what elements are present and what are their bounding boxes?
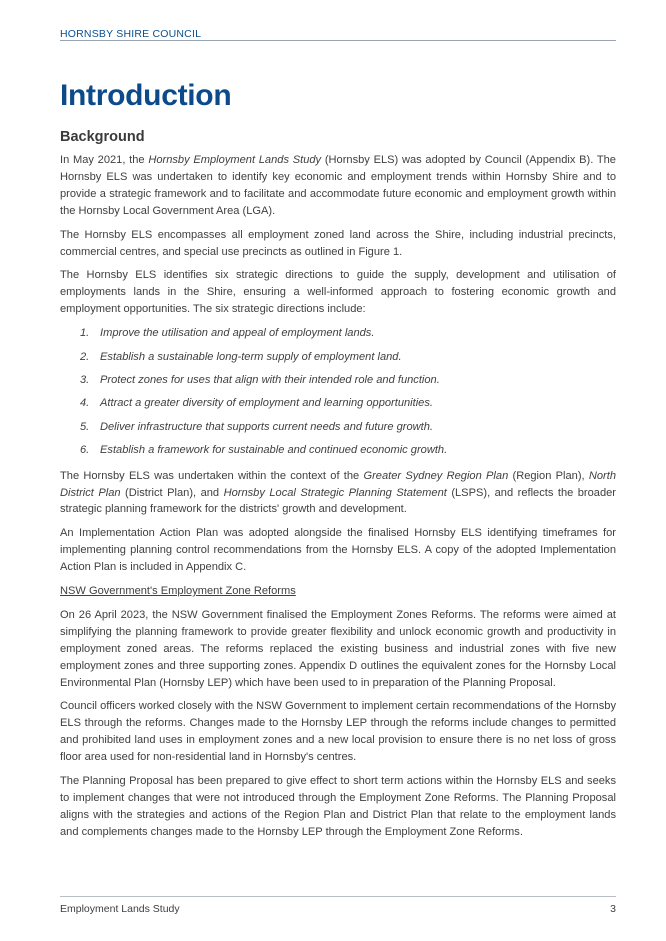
p1-study-title: Hornsby Employment Lands Study <box>148 154 322 166</box>
appendix-c-reference[interactable]: Appendix C. <box>185 561 247 574</box>
p4-text-e: (District Plan), and <box>120 486 224 499</box>
list-item <box>60 325 616 342</box>
background-heading: Background <box>60 129 145 145</box>
p4-text-a: The Hornsby ELS was undertaken within the context of the <box>60 469 364 482</box>
footer-document-name: Employment Lands Study <box>60 903 180 915</box>
paragraph-1 <box>60 152 616 220</box>
list-item-text: Establish a framework for sustainable and continued economic growth. <box>100 444 448 457</box>
list-item-number: 4. <box>80 397 90 410</box>
list-item-text: Establish a sustainable long-term supply of employment land. <box>100 350 402 363</box>
paragraph-4 <box>60 468 616 519</box>
list-item-number: 2. <box>80 350 90 363</box>
appendix-d-reference[interactable]: Appendix D <box>299 659 358 672</box>
paragraph-2: The Hornsby ELS encompasses all employment zoned land across the Shire, including industrial precincts, commercial centres, and special use precincts as outlined in Figure 1. <box>60 228 616 258</box>
organisation-name: HORNSBY SHIRE COUNCIL <box>60 28 202 40</box>
list-item-text: Attract a greater diversity of employment and learning opportunities. <box>100 397 433 410</box>
list-item <box>60 349 616 366</box>
strategic-directions-list <box>60 325 616 459</box>
page-header <box>60 24 616 41</box>
paragraph-3: The Hornsby ELS identifies six strategic directions to guide the supply, development and utilisation of employments lands in the Shire, ensuring a well-informed approach to fostering economic growth and employment opportunities. The six strategic directions include: <box>60 269 616 316</box>
list-item-number: 1. <box>80 327 90 340</box>
p1-text-e: . The Hornsby ELS was undertaken to identify key economic and employment trends within Hornsby Shire and to provide a strategic framework and to facilitate and accommodate future economic and employment growth within the Hornsby Local Government Area (LGA). <box>60 154 616 217</box>
list-item-number: 5. <box>80 420 90 433</box>
appendix-b-reference[interactable]: (Appendix B) <box>525 154 591 166</box>
page-footer <box>60 896 616 921</box>
list-item-text: Protect zones for uses that align with their intended role and function. <box>100 373 440 386</box>
p4-text-c: (Region Plan), <box>508 469 589 482</box>
p4-text-g: (LSPS), and reflects the broader strategic planning framework for the districts' growth and development. <box>60 486 616 516</box>
zone-reforms-subheading <box>60 583 616 600</box>
list-item <box>60 442 616 459</box>
list-item-text: Deliver infrastructure that supports current needs and future growth. <box>100 420 433 433</box>
list-item <box>60 395 616 412</box>
paragraph-7: Council officers worked closely with the NSW Government to implement certain recommendations of the Hornsby ELS through the reforms. Changes made to the Hornsby LEP through the reforms include changes to permitted and prohibited land uses in employment zones and a new local provision to ensure there is no net loss of gross floor area used for non-residential land in Hornsby's centres. <box>60 700 616 764</box>
lsps-title: Hornsby Local Strategic Planning Statement <box>223 486 447 499</box>
region-plan-title: Greater Sydney Region Plan <box>363 469 509 482</box>
list-item <box>60 419 616 436</box>
p1-text-a: In May 2021, the <box>60 154 149 166</box>
p6-text-c: outlines the equivalent zones for the Hornsby Local Environmental Plan (Hornsby LEP) which have been used to in preparation of the Planning Proposal. <box>60 659 616 689</box>
page-number: 3 <box>610 903 616 915</box>
list-item <box>60 372 616 389</box>
p6-text-a: On 26 April 2023, the NSW Government finalised the Employment Zones Reforms. The reforms were aimed at simplifying the planning framework to provide greater flexibility and unlock economic growth and productivity in employment zoned areas. The reforms replaced the existing business and industrial zones with five new employment zones and three supporting zones. <box>60 608 616 672</box>
paragraph-5 <box>60 525 616 576</box>
list-item-text: Improve the utilisation and appeal of employment lands. <box>100 327 375 340</box>
p1-text-c: (Hornsby ELS) was adopted by Council <box>321 154 526 166</box>
main-content <box>60 128 616 848</box>
p5-text-a: An Implementation Action Plan was adopted alongside the finalised Hornsby ELS identifying timeframes for implementing planning control recommendations from the Hornsby ELS. A copy of the adopted Implementation Action Plan is included in <box>60 527 616 574</box>
list-item-number: 6. <box>80 444 90 457</box>
paragraph-6 <box>60 607 616 692</box>
list-item-number: 3. <box>80 373 90 386</box>
paragraph-8: The Planning Proposal has been prepared to give effect to short term actions within the Hornsby ELS and seeks to implement changes that were not introduced through the Employment Zone Reforms. The Planning Proposal aligns with the strategies and actions of the Region Plan and District Plan that relate to the employment lands and complements changes made to the Hornsby LEP through the Employment Zone Reforms. <box>60 775 616 838</box>
zone-reforms-subheading-text: NSW Government's Employment Zone Reforms <box>60 585 296 598</box>
page-title: Introduction <box>60 79 232 112</box>
district-plan-title: North District Plan <box>60 469 617 499</box>
